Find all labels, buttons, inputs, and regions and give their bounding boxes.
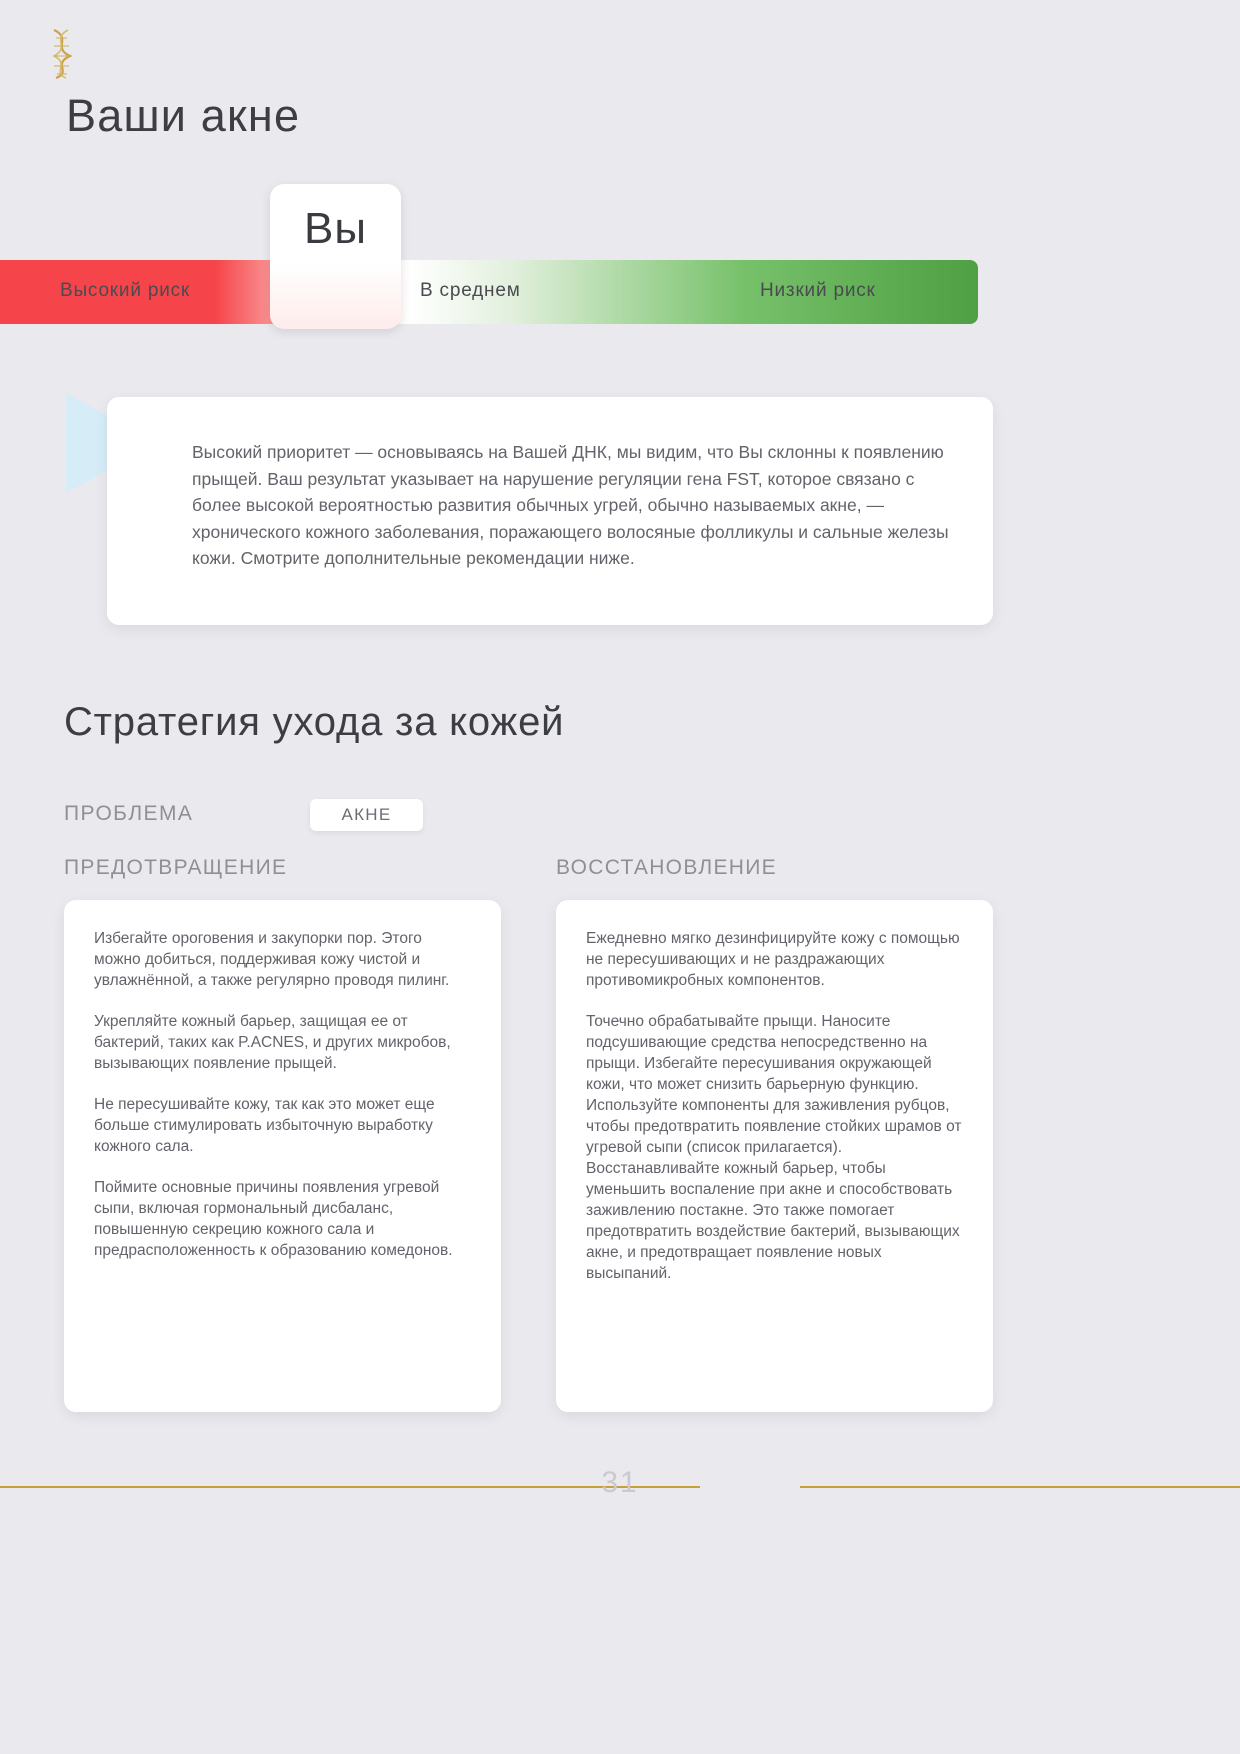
recovery-paragraph: Точечно обрабатывайте прыщи. Наносите подсушивающие средства непосредственно на прыщи. Избегайте пересушивания окружающей кожи, что может снизить барьерную функцию. Используйте компоненты для заживления рубцов, чтобы предотвратить появление стойких шрамов от угревой сыпи (список прилагается). Восстанавливайте кожный барьер, чтобы уменьшить воспаление при акне и способствовать заживлению постакне. Это также помогает предотвратить воздействие бактерий, вызывающих акне, и предотвращает появление новых высыпаний. <box>586 1013 962 1282</box>
problem-label: ПРОБЛЕМА <box>64 802 194 825</box>
prevention-paragraph: Поймите основные причины появления угревой сыпи, включая гормональный дисбаланс, повышенную секрецию кожного сала и предрасположенность к образованию комедонов. <box>94 1179 453 1259</box>
you-marker-label: Вы <box>304 204 367 253</box>
section-title: Стратегия ухода за кожей <box>64 700 565 744</box>
prevention-paragraph: Укрепляйте кожный барьер, защищая ее от бактерий, таких как P.ACNES, и других микробов, вызывающих появление прыщей. <box>94 1013 451 1072</box>
dna-helix-icon <box>42 26 82 82</box>
you-marker <box>270 184 401 329</box>
risk-scale <box>0 204 978 324</box>
summary-callout <box>107 397 993 625</box>
recovery-heading: ВОССТАНОВЛЕНИЕ <box>556 856 777 879</box>
prevention-paragraph: Избегайте ороговения и закупорки пор. Этого можно добиться, поддерживая кожу чистой и увлажнённой, а также регулярно проводя пилинг. <box>94 930 450 989</box>
recovery-paragraph: Ежедневно мягко дезинфицируйте кожу с помощью не пересушивающих и не раздражающих противомикробных компонентов. <box>586 930 960 989</box>
prevention-card <box>64 900 501 1412</box>
prevention-paragraph: Не пересушивайте кожу, так как это может еще больше стимулировать избыточную выработку кожного сала. <box>94 1096 435 1155</box>
prevention-heading: ПРЕДОТВРАЩЕНИЕ <box>64 856 288 879</box>
page-title: Ваши акне <box>66 90 301 141</box>
risk-label-low: Низкий риск <box>760 280 876 301</box>
page-number: 31 <box>601 1466 639 1499</box>
problem-value-chip: АКНЕ <box>310 799 423 831</box>
risk-label-middle: В среднем <box>420 280 521 301</box>
recovery-card <box>556 900 993 1412</box>
summary-text: Высокий приоритет — основываясь на Вашей ДНК, мы видим, что Вы склонны к появлению прыщей. Ваш результат указывает на нарушение регуляции гена FST, которое связано с более высокой вероятностью развития обычных угрей, обычно называемых акне, — хронического кожного заболевания, поражающего волосяные фолликулы и сальные железы кожи. Смотрите дополнительные рекомендации ниже. <box>192 442 949 568</box>
risk-label-high: Высокий риск <box>60 280 191 301</box>
